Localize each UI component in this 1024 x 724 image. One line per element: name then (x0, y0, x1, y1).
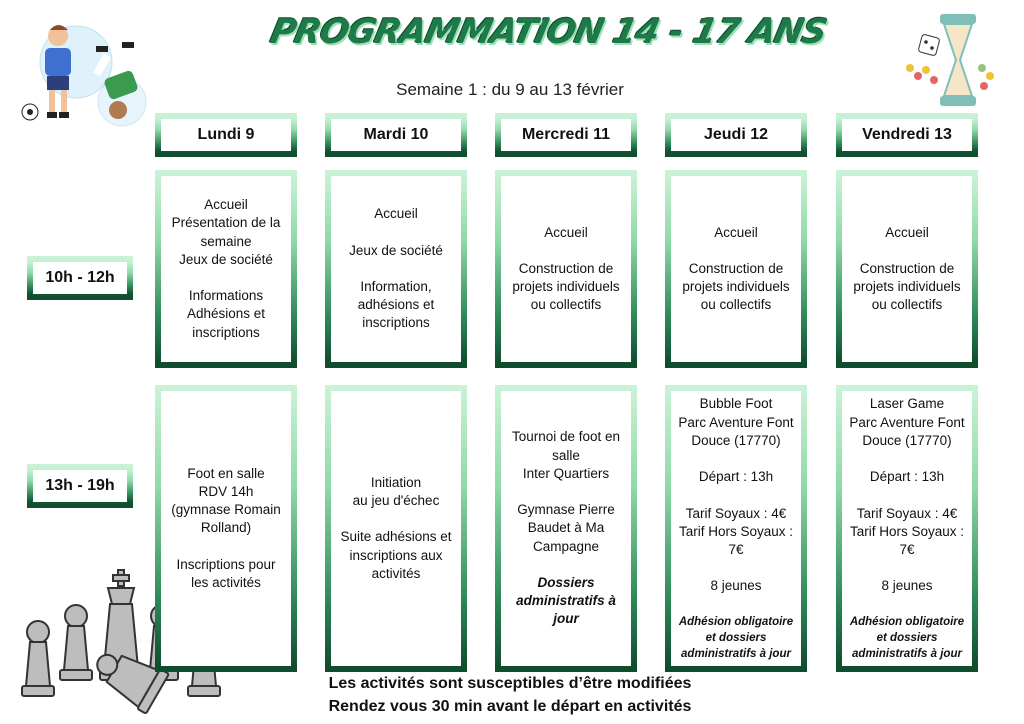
cell-line: semaine (200, 233, 252, 249)
cell-line (848, 559, 966, 577)
cell-line: Foot en salle (187, 465, 265, 481)
cell-line: Campagne (532, 538, 600, 554)
afternoon-cell (155, 385, 297, 672)
cell-line (507, 556, 625, 574)
cell-line (682, 242, 789, 260)
cell-line: Adhésions et (186, 306, 266, 322)
cell-content (340, 474, 451, 583)
cell-line (340, 510, 451, 528)
cell-line: Tarif Soyaux : 4€ (685, 505, 787, 521)
cell-line: Douce (17770) (862, 432, 952, 448)
cell-line (677, 596, 795, 614)
cell-line: Laser Game (869, 396, 945, 412)
cell-line: projets individuels (682, 279, 790, 295)
cell-line (171, 538, 281, 556)
morning-cell (495, 170, 637, 368)
cell-content (677, 395, 795, 661)
afternoon-cell (836, 385, 978, 672)
cell-line: Construction de (859, 260, 955, 276)
cell-content (349, 205, 443, 332)
cell-line: Inscriptions pour (176, 556, 276, 572)
morning-cell (325, 170, 467, 368)
cell-line: Jeux de société (349, 242, 443, 258)
cell-line: Suite adhésions et (340, 529, 452, 545)
cell-line (172, 269, 281, 287)
day-header-vendredi: Vendredi 13 (836, 113, 978, 157)
cell-line: 8 jeunes (710, 578, 762, 594)
cell-line: activités (371, 565, 421, 581)
cell-line (677, 559, 795, 577)
football-players-illustration (18, 14, 148, 132)
cell-line (677, 450, 795, 468)
cell-content (848, 395, 966, 661)
cell-line: Construction de (688, 260, 784, 276)
cell-line: Tarif Hors Soyaux : (849, 523, 965, 539)
cell-line: (gymnase Romain (171, 502, 281, 518)
cell-line: inscriptions (192, 324, 260, 340)
cell-line: Bubble Foot (699, 396, 773, 412)
cell-line: inscriptions aux (349, 547, 443, 563)
cell-line (853, 242, 960, 260)
cell-line: Parc Aventure Font (678, 414, 794, 430)
cell-line: Départ : 13h (869, 469, 945, 485)
cell-line: Accueil (374, 206, 418, 222)
cell-line: Rolland) (200, 520, 252, 536)
cell-content (507, 428, 625, 628)
morning-cell (836, 170, 978, 368)
cell-line: ou collectifs (871, 297, 943, 313)
afternoon-cell (665, 385, 807, 672)
cell-line: Douce (17770) (691, 432, 781, 448)
cell-line: Accueil (714, 224, 758, 240)
cell-line (349, 260, 443, 278)
cell-line: Construction de (518, 260, 614, 276)
cell-line: Informations (188, 288, 264, 304)
morning-cell (155, 170, 297, 368)
cell-content (682, 224, 789, 315)
cell-line: Présentation de la (171, 215, 281, 231)
cell-line: Tarif Hors Soyaux : (678, 523, 794, 539)
cell-line: Gymnase Pierre (517, 502, 615, 518)
cell-line: Tournoi de foot en (511, 429, 621, 445)
cell-line: RDV 14h (198, 484, 254, 499)
cell-line: Inter Quartiers (522, 465, 610, 481)
cell-line: Départ : 13h (698, 469, 774, 485)
cell-line: Jeux de société (179, 251, 273, 267)
cell-line: inscriptions (362, 315, 430, 331)
cell-line: Baudet à Ma (527, 520, 605, 536)
afternoon-cell (495, 385, 637, 672)
time-slot-morning: 10h - 12h (27, 256, 133, 300)
cell-line: ou collectifs (700, 297, 772, 313)
cell-content (172, 196, 281, 342)
day-header-mercredi: Mercredi 11 (495, 113, 637, 157)
footer-note-changes: Les activités sont susceptibles d’être modifiées (328, 675, 692, 692)
cell-content (853, 224, 960, 315)
board-games-illustration (896, 8, 1000, 112)
cell-line: Accueil (544, 224, 588, 240)
cell-line: Initiation (370, 474, 422, 490)
time-slot-afternoon: 13h - 19h (27, 464, 133, 508)
footer-note-meeting: Rendez vous 30 min avant le départ en activités (328, 698, 692, 715)
cell-note: Adhésion obligatoire et dossiers administratifs à jour (849, 615, 965, 660)
cell-line: 8 jeunes (881, 578, 933, 594)
day-header-jeudi: Jeudi 12 (665, 113, 807, 157)
cell-line (848, 450, 966, 468)
cell-line: les activités (191, 575, 261, 590)
cell-line: Tarif Soyaux : 4€ (856, 505, 958, 521)
cell-line (848, 486, 966, 504)
cell-line: Accueil (885, 224, 929, 240)
cell-content (512, 224, 619, 315)
cell-line: projets individuels (512, 279, 620, 295)
day-header-lundi: Lundi 9 (155, 113, 297, 157)
cell-line: Accueil (204, 197, 248, 213)
cell-line (507, 483, 625, 501)
cell-note: Adhésion obligatoire et dossiers administratifs à jour (678, 615, 794, 660)
cell-line: 7€ (728, 541, 744, 557)
week-subtitle: Semaine 1 : du 9 au 13 février (396, 80, 624, 99)
cell-line: adhésions et (357, 297, 435, 313)
cell-line (848, 596, 966, 614)
cell-line (349, 224, 443, 242)
cell-line: projets individuels (853, 279, 961, 295)
cell-line: 7€ (899, 541, 915, 557)
cell-line: Information, (360, 279, 432, 295)
morning-cell (665, 170, 807, 368)
cell-line: ou collectifs (530, 297, 602, 313)
page-title: PROGRAMMATION 14 - 17 ANS (266, 12, 831, 52)
cell-line: Parc Aventure Font (849, 414, 965, 430)
cell-line: salle (552, 447, 580, 463)
cell-note: Dossiers administratifs à jour (516, 574, 616, 627)
cell-line (512, 242, 619, 260)
cell-line (677, 486, 795, 504)
afternoon-cell (325, 385, 467, 672)
day-header-mardi: Mardi 10 (325, 113, 467, 157)
cell-content (171, 465, 281, 592)
cell-line: au jeu d'échec (352, 493, 440, 509)
